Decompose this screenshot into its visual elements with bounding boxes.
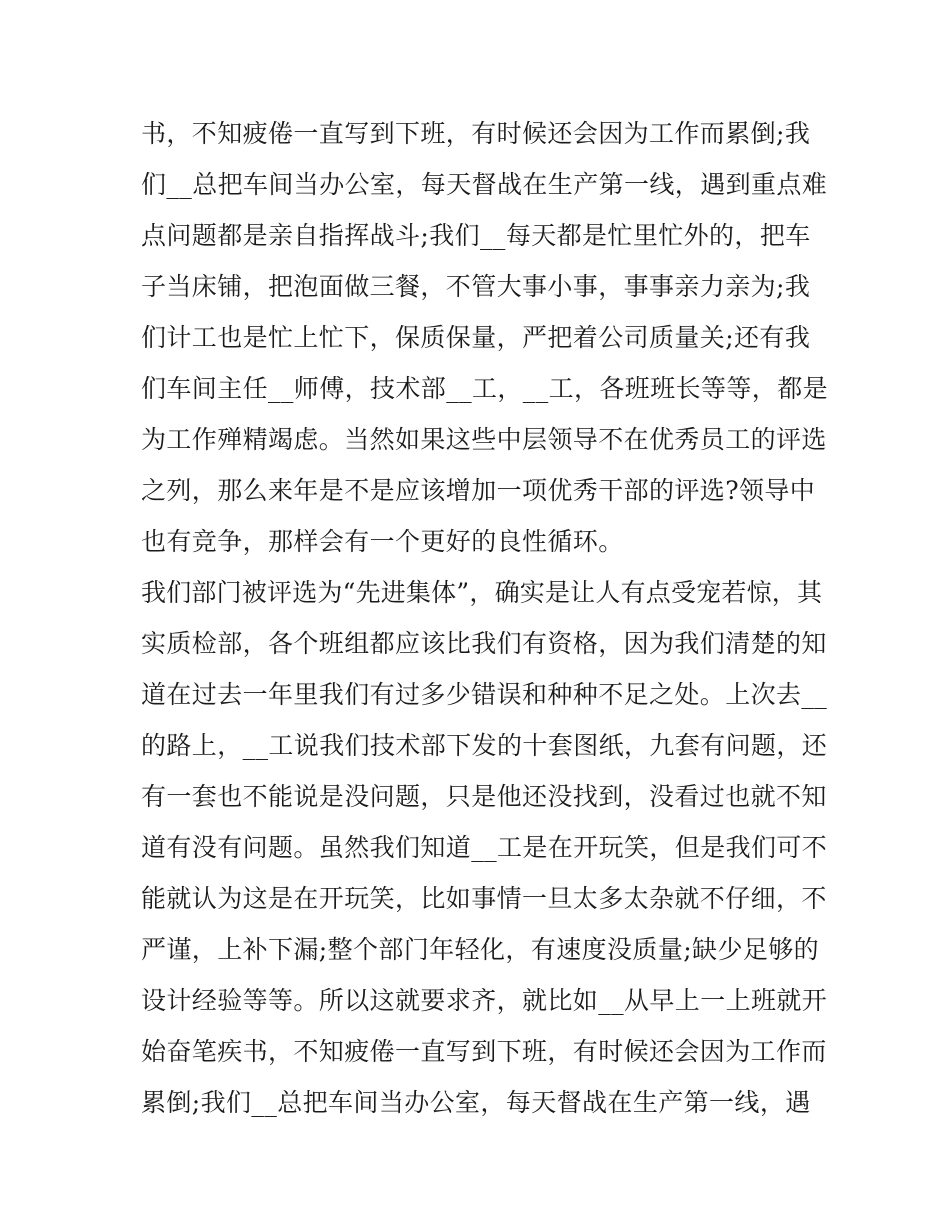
text-line: 之列，那么来年是不是应该增加一项优秀干部的评选?领导中 (141, 476, 816, 505)
text-line: 实质检部，各个班组都应该比我们有资格，因为我们清楚的知 (141, 629, 827, 658)
text-line: 们__总把车间当办公室，每天督战在生产第一线，遇到重点难 (141, 170, 828, 199)
text-line: 道有没有问题。虽然我们知道__工是在开玩笑，但是我们可不 (141, 833, 828, 862)
text-line: 设计经验等等。所以这就要求齐，就比如__从早上一上班就开 (141, 986, 828, 1015)
text-line: 子当床铺，把泡面做三餐，不管大事小事，事事亲力亲为;我 (141, 272, 811, 301)
text-line: 点问题都是亲自指挥战斗;我们__每天都是忙里忙外的，把车 (141, 221, 811, 250)
text-line: 书，不知疲倦一直写到下班，有时候还会因为工作而累倒;我 (141, 119, 811, 148)
text-line: 有一套也不能说是没问题，只是他还没找到，没看过也就不知 (141, 782, 827, 811)
text-line: 道在过去一年里我们有过多少错误和种种不足之处。上次去__ (141, 680, 828, 709)
text-line: 的路上，__工说我们技术部下发的十套图纸，九套有问题，还 (141, 731, 828, 760)
text-line: 们车间主任__师傅，技术部__工，__工，各班班长等等，都是 (141, 374, 829, 403)
text-line: 我们部门被评选为“先进集体”，确实是让人有点受宠若惊，其 (141, 578, 823, 607)
text-line: 能就认为这是在开玩笑，比如事情一旦太多太杂就不仔细，不 (141, 884, 827, 913)
body-text (141, 108, 829, 1128)
text-line: 们计工也是忙上忙下，保质保量，严把着公司质量关;还有我 (141, 323, 811, 352)
text-line: 也有竞争，那样会有一个更好的良性循环。 (141, 527, 624, 556)
text-line: 累倒;我们__总把车间当办公室，每天督战在生产第一线，遇 (141, 1088, 811, 1117)
text-line: 为工作殚精竭虑。当然如果这些中层领导不在优秀员工的评选 (141, 425, 827, 454)
text-line: 严谨，上补下漏;整个部门年轻化，有速度没质量;缺少足够的 (141, 935, 820, 964)
text-line: 始奋笔疾书，不知疲倦一直写到下班，有时候还会因为工作而 (141, 1037, 827, 1066)
